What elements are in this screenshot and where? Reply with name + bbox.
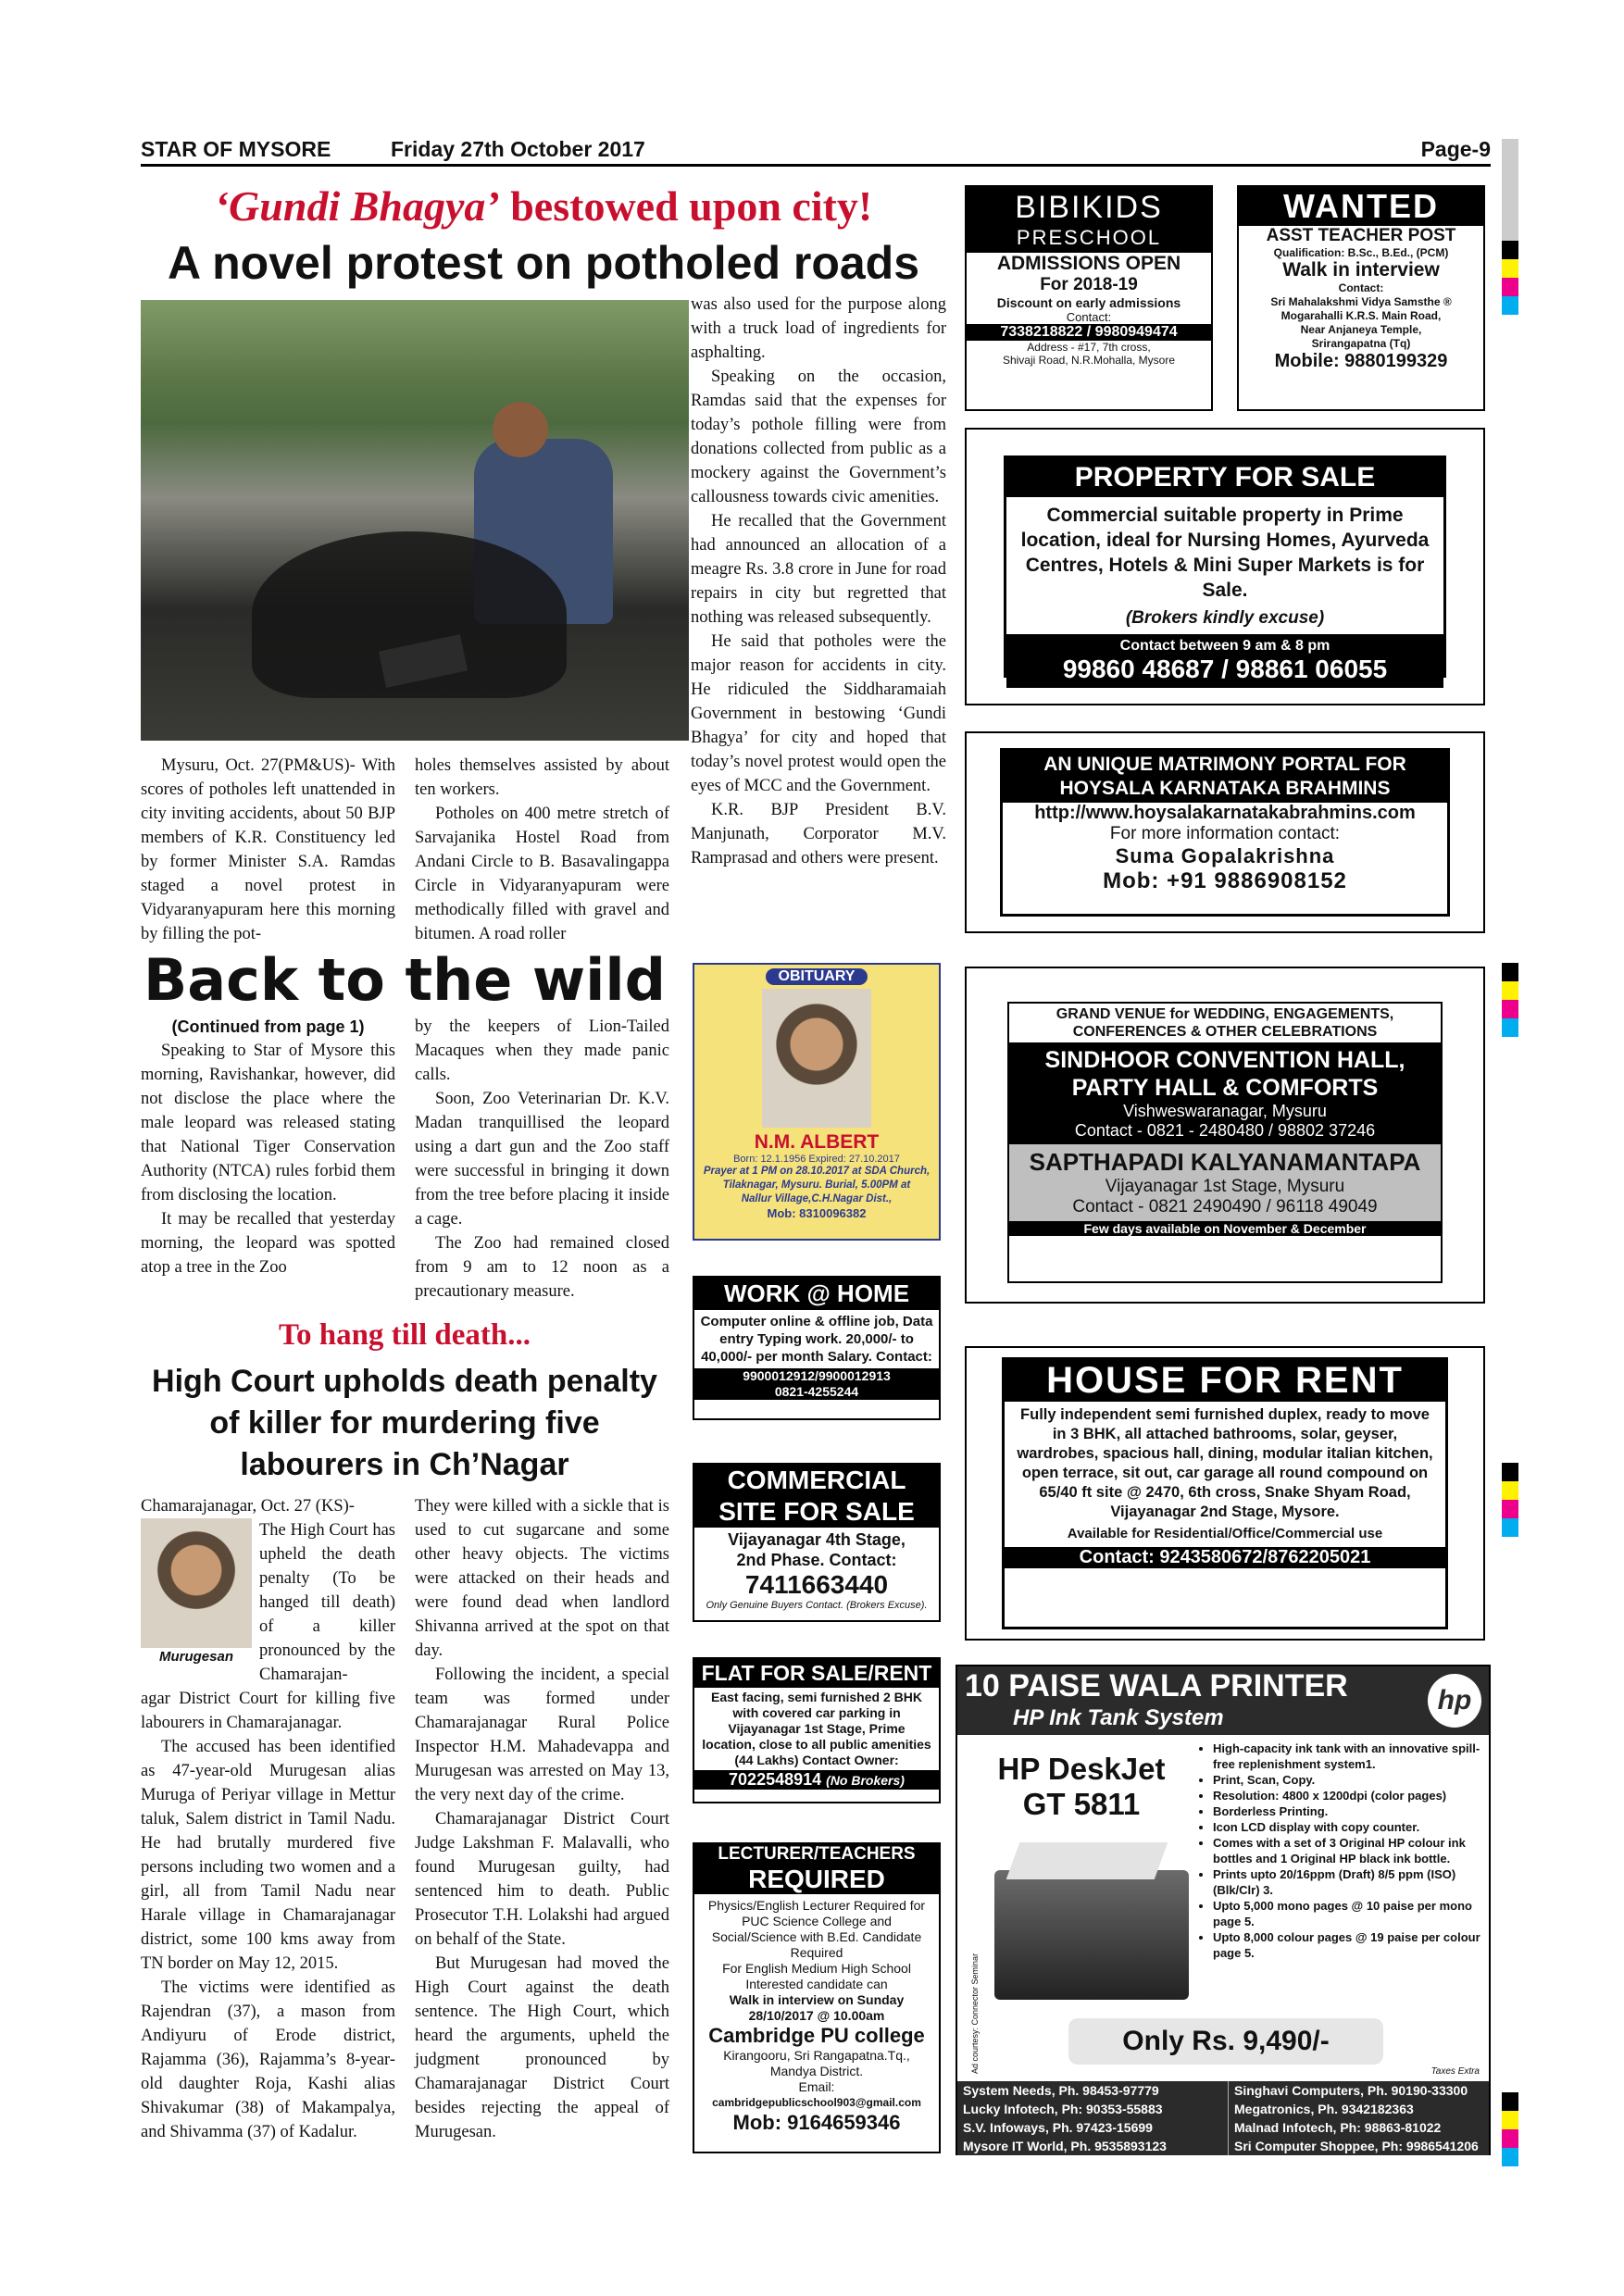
wanted-mobile: Mobile: 9880199329 [1274, 351, 1448, 371]
story1-headline: A novel protest on potholed roads [167, 237, 920, 289]
property-body: Commercial suitable property in Prime location, ideal for Nursing Homes, Ayurveda Centres, Hotels & Mini Super Markets is for Sale. [1020, 505, 1430, 601]
story1-col2: holes themselves assisted by about ten workers. Potholes on 400 metre stretch of Sarvajanika Hostel Road from Andani Circle to B. Basavalingappa Circle in Vidyaranyapuram were methodically filled with gravel and bitumen. A road roller [415, 756, 669, 943]
story3-headline: High Court upholds death penalty of killer for murdering five labourers in Ch’Nagar [152, 1364, 657, 1482]
masthead [141, 137, 1491, 167]
bibikids-header: BIBIKIDS PRESCHOOL [967, 187, 1211, 253]
story1-col3: was also used for the purpose along with a truck load of ingredients for asphalting. Speaking on the occasion, Ramdas said that the expenses for today’s pothole filling were from donations collected from public as a mockery against the Government’s callousness towards civic amenities. He recalled that the Government had announced an allocation of a meagre Rs. 3.8 crore in June for road repairs in city but regretted that nothing was released subsequently. He said that potholes were the major reason for accidents in city. He ridiculed the Siddharamaiah Government in bestowing ‘Gundi Bhagya’ for city and hoped that today’s novel protest would open the eyes of MCC and the Government. K.R. BJP President B.V. Manjunath, Corporator M.V. Ramprasad and others were present. [691, 295, 946, 867]
venue-hall: SINDHOOR CONVENTION HALL, PARTY HALL & COMFORTS Vishweswaranagar, Mysuru Contact - 0821 - 2480480 / 98802 37246 [1009, 1042, 1441, 1144]
registration-mark [1502, 963, 1518, 1037]
ad-venue: GRAND VENUE for WEDDING, ENGAGEMENTS, CONFERENCES & OTHER CELEBRATIONS SINDHOOR CONVENTION HALL, PARTY HALL & COMFORTS Vishweswaranagar, Mysuru Contact - 0821 - 2480480 / 98802 37246 SAPTHAPADI KALYANAMANTAPA Vijayanagar 1st Stage, Mysuru Contact - 0821 2490490 / 96118 49049 Few days available on November & December [965, 967, 1485, 1304]
ad-property: PROPERTY FOR SALE Commercial suitable property in Prime location, ideal for Nursing Homes, Ayurveda Centres, Hotels & Mini Super Markets is for Sale. (Brokers kindly excuse) Contact between 9 am & 8 pm 99860 48687 / 98861 06055 [965, 428, 1485, 705]
matrimony-url: http://www.hoysalakarnatakabrahmins.com [1034, 803, 1416, 823]
matrimony-mob: Mob: +91 9886908152 [1103, 868, 1347, 893]
ad-matrimony: AN UNIQUE MATRIMONY PORTAL FOR HOYSALA KARNATAKA BRAHMINS http://www.hoysalakarnatakabrahmins.com For more information contact: Suma Gopalakrishna Mob: +91 9886908152 [965, 731, 1485, 933]
story3-col2: They were killed with a sickle that is used to cut sugarcane and some other heavy objects. The victims were attacked on their heads and were found dead when landlord Shivanna arrived at the spot on that day. Following the incident, a special team was formed under Chamarajanagar Rural Police Inspector H.M. Mahadevappa and Murugesan was arrested on May 13, the very next day of the crime. Chamarajanagar District Court Judge Lakshman F. Malavalli, who found Murugesan guilty, had sentenced him to death. Public Prosecutor T.H. Lolakshi had argued on behalf of the State. But Murugesan had moved the High Court against the death sentence. The High Court, which heard the arguments, upheld the judgment pronounced by Chamarajanagar District Court besides rejecting the appeal of Murugesan. [415, 1497, 669, 2141]
lecturer-body: Physics/English Lecturer Required for PUC Science College and Social/Science with B.Ed. Candidate Required For English Medium High School Interested candidate can Walk in interview on Sunday 28/10/2017 @ 10.00am Cambridge PU college Kirangooru, Sri Rangapatna.Tq., Mandya District. Email: cambridgepublicschool903@gmail.com Mob: 9164659346 [707, 1898, 926, 2134]
story2-col2: by the keepers of Lion-Tailed Macaques when they made panic calls. Soon, Zoo Veterinarian Dr. K.V. Madan tranquillised the leopard using a dart gun and the Zoo staff were successful in bringing it down from the tree before placing it inside a cage. The Zoo had remained closed from 9 am to 12 noon as a precautionary measure. [415, 1017, 669, 1301]
bibikids-admissions: ADMISSIONS OPEN [996, 253, 1181, 274]
obituary-dates: Born: 12.1.1956 Expired: 27.10.2017 [733, 1154, 900, 1165]
printer-header: 10 PAISE WALA PRINTER HP Ink Tank System hp [957, 1666, 1489, 1735]
ad-commercial-site [693, 1463, 941, 1622]
continued-note: (Continued from page 1) [171, 1017, 365, 1036]
house-body: Fully independent semi furnished duplex, ready to move in 3 BHK, all attached bathrooms, solar, geyser, wardrobes, spacious hall, dining, modular italian kitchen, open terrace, sit out, car garage all round compound on 65/40 ft site @ 2470, 6th cross, Snake Shyam Road, Vijayanagar 2nd Stage, Mysore. [1017, 1406, 1433, 1520]
flat-contact: 7022548914 (No Brokers) [694, 1770, 939, 1790]
story1-kicker: ‘Gundi Bhagya’ bestowed upon city! [214, 182, 873, 230]
work-body: Computer online & offline job, Data entry Typing work. 20,000/- to 40,000/- per month Salary. Contact: [700, 1314, 933, 1365]
registration-mark [1502, 1463, 1518, 1537]
house-title: HOUSE FOR RENT [1005, 1360, 1445, 1402]
printer-dealers: System Needs, Ph. 98453-97779 Lucky Infotech, Ph: 90353-55883 S.V. Infoways, Ph. 97423-15699 Mysore IT World, Ph. 9535893123 Singhavi Computers, Ph. 90190-33300 Megatronics, Ph. 9342182363 Malnad Infotech, Ph: 98863-81022 Sri Computer Shoppee, Ph: 9986541206 [957, 2081, 1489, 2155]
commercial-phone: 7411663440 [744, 1570, 889, 1599]
registration-mark [1502, 2092, 1518, 2166]
work-phones: 9900012912/9900012913 0821-4255244 [694, 1368, 939, 1400]
bibikids-phone: 7338218822 / 9980949474 [967, 324, 1211, 341]
work-title: WORK @ HOME [694, 1278, 939, 1310]
printer-image [994, 1870, 1189, 2000]
lecturer-title: LECTURER/TEACHERS REQUIRED [694, 1844, 939, 1894]
obituary-box [693, 963, 941, 1241]
murugesan-photo [141, 1518, 252, 1648]
venue-kalyan: SAPTHAPADI KALYANAMANTAPA Vijayanagar 1st Stage, Mysuru Contact - 0821 2490490 / 96118 49049 [1009, 1144, 1441, 1221]
registration-mark [1502, 139, 1518, 315]
page-number: Page-9 [1420, 137, 1491, 161]
ad-house-rent: HOUSE FOR RENT Fully independent semi furnished duplex, ready to move in 3 BHK, all attached bathrooms, solar, geyser, wardrobes, spacious hall, dining, modular italian kitchen, open terrace, sit out, car garage all round compound on 65/40 ft site @ 2470, 6th cross, Snake Shyam Road, Vijayanagar 2nd Stage, Mysore. Available for Residential/Office/Commercial use Contact: 9243580672/8762205021 [965, 1346, 1485, 1641]
printer-price: Only Rs. 9,490/- [1068, 2018, 1383, 2065]
ad-flat [693, 1657, 941, 1803]
printer-model: HP DeskJet GT 5811 [997, 1752, 1166, 1821]
property-title: PROPERTY FOR SALE [1006, 458, 1443, 497]
obituary-details: Prayer at 1 PM on 28.10.2017 at SDA Church, Tilaknagar, Mysuru. Burial, 5.00PM at Nallur Village,C.H.Nagar Dist., [703, 1166, 931, 1204]
murugesan-photo-block [141, 1518, 252, 1666]
obituary-photo [762, 989, 871, 1128]
protest-photo [141, 300, 689, 741]
commercial-note: Only Genuine Buyers Contact. (Brokers Excuse). [706, 1600, 928, 1611]
obituary-mob: Mob: 8310096382 [767, 1206, 867, 1220]
flat-title: FLAT FOR SALE/RENT [694, 1659, 939, 1688]
paper-name: STAR OF MYSORE [141, 137, 331, 161]
story2-headline: Back to the wild [143, 946, 667, 1014]
wanted-contact: Contact: Sri Mahalakshmi Vidya Samsthe ® Mogarahalli K.R.S. Main Road, Near Anjaneya Temple, Srirangapatna (Tq) [1270, 281, 1452, 350]
wanted-title: WANTED [1239, 187, 1483, 226]
ad-work-home [693, 1276, 941, 1420]
matrimony-title: AN UNIQUE MATRIMONY PORTAL FOR HOYSALA KARNATAKA BRAHMINS [1003, 751, 1447, 803]
story3-kicker: To hang till death... [278, 1318, 531, 1352]
commercial-title: COMMERCIAL SITE FOR SALE [694, 1465, 939, 1528]
ad-lecturer [693, 1842, 941, 2153]
printer-courtesy: Ad courtesy: Connector Seminar [970, 1953, 980, 2074]
story2-col1: (Continued from page 1) Speaking to Star of Mysore this morning, Ravishankar, however, did not disclose the place where the male leopard was released stating that National Tiger Conservation Authority (NTCA) rules forbid them from disclosing the location. It may be recalled that yesterday morning, the leopard was spotted atop a tree in the Zoo [141, 1015, 395, 1279]
flat-body: East facing, semi furnished 2 BHK with covered car parking in Vijayanagar 1st Stage, Prime location, close to all public amenities (44 Lakhs) Contact Owner: [702, 1690, 931, 1767]
obituary-label: OBITUARY [766, 968, 868, 985]
story1-col1: Mysuru, Oct. 27(PM&US)- With scores of potholes left unattended in city inviting accidents, about 50 BJP members of K.R. Constituency led by former Minister S.A. Ramdas staged a novel protest in Vidyaranyapuram here this morning by filling the pot- [141, 756, 395, 943]
house-contact: Contact: 9243580672/8762205021 [1005, 1547, 1445, 1568]
commercial-text: Vijayanagar 4th Stage, 2nd Phase. Contact: [728, 1530, 906, 1569]
ad-bibikids: BIBIKIDS PRESCHOOL ADMISSIONS OPEN For 2018-19 Discount on early admissions Contact: 7338218822 / 9980949474 Address - #17, 7th cross, Shivaji Road, N.R.Mohalla, Mysore [965, 185, 1213, 411]
venue-top: GRAND VENUE for WEDDING, ENGAGEMENTS, CONFERENCES & OTHER CELEBRATIONS [1056, 1006, 1394, 1040]
property-contact: Contact between 9 am & 8 pm 99860 48687 / 98861 06055 [1006, 634, 1443, 688]
printer-features: • High-capacity ink tank with an innovative spill-free replenishment system1. • Print, Scan, Copy. • Resolution: 4800 x 1200dpi (color pages) • Borderless Printing. • Icon LCD display with copy counter. • Comes with a set of 3 Original HP colour ink bottles and 1 Original HP black ink bottle. • Prints upto 20/16ppm (Draft) 8/5 ppm (ISO) (Blk/Clr) 3. • Upto 5,000 mono pages @ 10 paise per mono page 5. • Upto 8,000 colour pages @ 19 paise per colour page 5. [1200, 1741, 1496, 1961]
issue-date: Friday 27th October 2017 [391, 137, 645, 161]
obituary-name: N.M. ALBERT [754, 1131, 880, 1153]
hp-logo-icon: hp [1428, 1674, 1481, 1728]
ad-printer: 10 PAISE WALA PRINTER HP Ink Tank System hp HP DeskJet GT 5811 Ad courtesy: Connector Seminar • High-capacity ink tank with an innovative spill-free replenishment system1. • Print, Scan, Copy. • Resolution: 4800 x 1200dpi (color pages) • Borderless Printing. • Icon LCD display with copy counter. • Comes with a set of 3 Original HP colour ink bottles and 1 Original HP black ink bottle. • Prints upto 20/16ppm (Draft) 8/5 ppm (ISO) (Blk/Clr) 3. • Upto 5,000 mono pages @ 10 paise per mono page 5. • Upto 8,000 colour pages @ 19 paise per colour page 5. Only Rs. 9,490/- Taxes Extra System Needs, Ph. 98453-97779 Lucky Infotech, Ph: 90353-55883 S.V. Infoways, Ph. 97423-15699 Mysore IT World, Ph. 9535893123 Singhavi Computers, Ph. 90190-33300 Megatronics, Ph. 9342182363 Malnad Infotech, Ph: 98863-81022 Sri Computer Shoppee, Ph: 9986541206 [956, 1665, 1491, 2155]
story3-col1: Chamarajanagar, Oct. 27 (KS)- Murugesan The High Court has upheld the death penalty (To be hanged till death) of a killer pronounced by the Chamarajan- agar District Court for killing five labourers in Chamarajanagar. The accused has been identified as 47-year-old Murugesan alias Muruga of Periyar village in Mettur taluk, Salem district in Tamil Nadu. He had brutally murdered five persons including two women and a girl, all from Tamil Nadu near Harale village in Chamarajanagar district, some 100 kms away from TN border on May 12, 2015. The victims were identified as Rajendran (37), a mason from Andiyuru of Erode district, Rajamma (36), Rajamma’s 8-year-old daughter Roja, Kashi alias Shivakumar (38) of Makampalya, and Shivamma (37) of Kadalur. [141, 1497, 395, 2141]
ad-wanted: WANTED ASST TEACHER POST Qualification: B.Sc., B.Ed., (PCM) Walk in interview Contact: Sri Mahalakshmi Vidya Samsthe ® Mogarahalli K.R.S. Main Road, Near Anjaneya Temple, Srirangapatna (Tq) Mobile: 9880199329 [1237, 185, 1485, 411]
photo-caption: Murugesan [158, 1649, 233, 1665]
